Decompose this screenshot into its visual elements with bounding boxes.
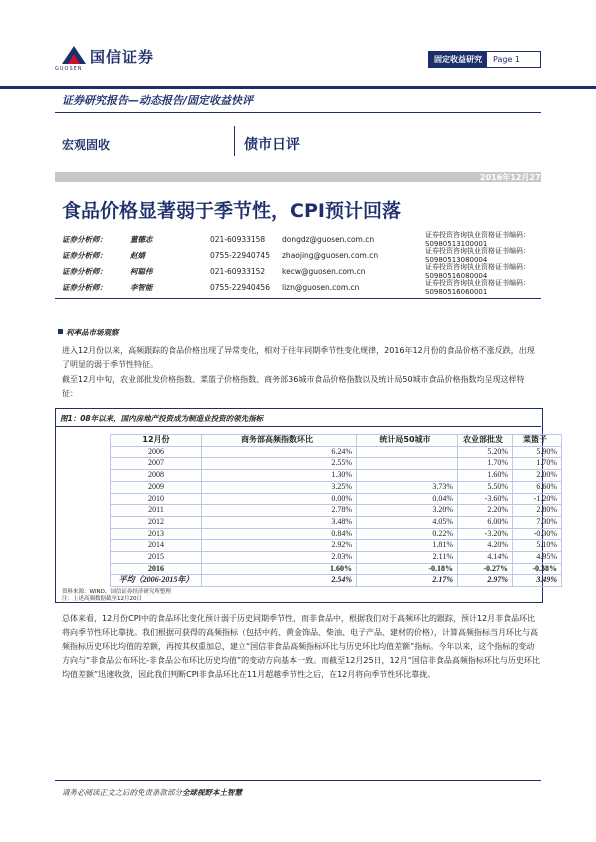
table-cell: 2014: [111, 540, 202, 552]
table-cell: 2.20%: [458, 505, 513, 517]
analyst-email[interactable]: kecw@guosen.com.cn: [282, 266, 366, 276]
table-cell: 2009: [111, 481, 202, 493]
table-cell: 5.10%: [513, 540, 562, 552]
table-cell: 4.20%: [458, 540, 513, 552]
table-cell: 2008: [111, 470, 202, 482]
analyst-cert: 证券投资咨询执业资格证书编码：S0980513100001: [425, 231, 530, 248]
table-cell: -3.20%: [458, 528, 513, 540]
table-cell: 0.22%: [357, 528, 458, 540]
table-cell: 2007: [111, 458, 202, 470]
footer-slogan: 全球视野本土智慧: [182, 788, 242, 797]
table-cell: 2.11%: [357, 552, 458, 564]
analyst-row: [62, 232, 585, 246]
analyst-cert: 证券投资咨询执业资格证书编码：S0980516080004: [425, 263, 530, 280]
table-cell: 2.80%: [513, 505, 562, 517]
table-cell: -0.18%: [357, 563, 458, 575]
table-cell: 6.00%: [458, 516, 513, 528]
table-header: 12月份: [111, 435, 202, 447]
table-cell: 3.25%: [202, 481, 357, 493]
figure-title: 图1：08年以来，国内房地产投资成为制造业投资的领先指标: [60, 414, 264, 423]
footer-rule: [55, 780, 541, 781]
analyst-role: 证券分析师：: [62, 250, 107, 260]
table-cell: 2006: [111, 446, 202, 458]
paragraph: 进入12月份以来，高频跟踪的食品价格出现了异常变化，相对于往年同期季节性变化规律，2016年12月份的食品价格不涨反跌，出现了明显的弱于季节性特征。: [62, 346, 535, 369]
table-header-row: [111, 435, 562, 447]
table-header: 统计局50城市: [357, 435, 458, 447]
table-row: [111, 470, 562, 482]
divider: [55, 112, 541, 113]
table-cell: 2015: [111, 552, 202, 564]
table-cell: 1.70%: [458, 458, 513, 470]
table-row: [111, 540, 562, 552]
table-cell: [357, 446, 458, 458]
figure-note: 注：上述高频数据截至12月20日: [62, 596, 142, 602]
table-header: 商务部高频指数环比: [202, 435, 357, 447]
table-cell: 1.70%: [513, 458, 562, 470]
divider-vertical: [234, 126, 235, 156]
table-row: [111, 481, 562, 493]
analyst-role: 证券分析师：: [62, 234, 107, 244]
table-cell: 2016: [111, 563, 202, 575]
page-indicator: [428, 51, 541, 68]
table-cell: 平均（2006-2015年）: [111, 575, 202, 587]
analyst-name: 董德志: [130, 234, 153, 244]
analyst-phone: 021-60933158: [210, 234, 266, 244]
analyst-row: [62, 264, 585, 278]
table-header: 菜篮子: [513, 435, 562, 447]
analyst-phone: 0755-22940456: [210, 282, 270, 292]
analyst-name: 赵婧: [130, 250, 145, 260]
analyst-email[interactable]: lizn@guosen.com.cn: [282, 282, 360, 292]
data-table: [110, 434, 562, 587]
table-row: [111, 516, 562, 528]
table-header: 农业部批发: [458, 435, 513, 447]
page-number: Page 1: [493, 55, 520, 64]
table-row: [111, 458, 562, 470]
table-cell: 3.20%: [357, 505, 458, 517]
table-cell: 1.81%: [357, 540, 458, 552]
category-left: 宏观固收: [62, 138, 111, 152]
table-row: [111, 493, 562, 505]
logo-text: 国信证券: [90, 48, 155, 66]
table-cell: -0.38%: [513, 563, 562, 575]
table-row: [111, 575, 562, 587]
analyst-email[interactable]: zhaojing@guosen.com.cn: [282, 250, 379, 260]
report-date: 2016年12月27日: [480, 173, 549, 182]
table-cell: 3.73%: [357, 481, 458, 493]
analyst-email[interactable]: dongdz@guosen.com.cn: [282, 234, 375, 244]
table-cell: 5.20%: [458, 446, 513, 458]
figure-divider: [55, 426, 541, 427]
table-cell: 3.49%: [513, 575, 562, 587]
analyst-row: [62, 248, 585, 262]
analyst-name: 柯聪伟: [130, 266, 153, 276]
analyst-role: 证券分析师：: [62, 266, 107, 276]
table-cell: 1.60%: [202, 563, 357, 575]
logo-subtext: GUOSEN: [55, 66, 83, 72]
analyst-phone: 021-60933152: [210, 266, 266, 276]
analyst-name: 李智能: [130, 282, 153, 292]
report-type: 证券研究报告—动态报告/固定收益快评: [62, 94, 254, 107]
paragraph: 截至12月中旬，农业部批发价格指数、菜篮子价格指数、商务部36城市食品价格指数以及统计局50城市食品价格指数均呈现这样特征：: [62, 375, 525, 398]
table-cell: 4.05%: [357, 516, 458, 528]
bullet-square-icon: [58, 329, 63, 334]
table-cell: -1.20%: [513, 493, 562, 505]
table-cell: 5.50%: [458, 481, 513, 493]
analyst-cert: 证券投资咨询执业资格证书编码：S0980516060001: [425, 279, 530, 296]
section-heading: 利率品市场观察: [66, 328, 119, 337]
footer: [62, 787, 242, 798]
header-rule: [0, 86, 596, 89]
table-cell: 2.17%: [357, 575, 458, 587]
category-right: 债市日评: [244, 137, 300, 153]
table-cell: 2012: [111, 516, 202, 528]
analyst-phone: 0755-22940745: [210, 250, 270, 260]
table-cell: 4.14%: [458, 552, 513, 564]
table-cell: 1.30%: [202, 470, 357, 482]
table-cell: -3.60%: [458, 493, 513, 505]
table-row: [111, 552, 562, 564]
table-cell: -0.27%: [458, 563, 513, 575]
table-cell: 0.84%: [202, 528, 357, 540]
table-cell: 2.00%: [513, 470, 562, 482]
paragraph: 总体来看，12月份CPI中的食品环比变化预计弱于历史同期季节性，而非食品中，根据我们对于高频环比的跟踪，预计12月非食品环比将向季节性环比靠拢。我们根据可获得的高频指标（包括中药、黄金饰品、柴油、电子产品、建材的价格），计算高频指标当月环比与高频指标历史环比均值的差额，再按其权重加总，建立“国信非食品高频指标环比与历史环比均值差额”指标。今年以来，这个指标的变动方向与“非食品公布环比-非食品公布环比历史均值”的变动方向基本一致。而截至12月25日，12月“国信非食品高频指标环比与历史环比均值差额”迅速收敛，因此我们判断CPI非食品环比在11月超越季节性之后，在12月将向季节性环比靠拢。: [62, 614, 540, 679]
divider: [55, 298, 541, 299]
table-row: [111, 505, 562, 517]
footer-text: 请务必阅读正文之后的免责条款部分: [62, 788, 182, 797]
table-cell: 7.30%: [513, 516, 562, 528]
table-cell: 2.03%: [202, 552, 357, 564]
table-row: [111, 446, 562, 458]
table-cell: 5.90%: [513, 446, 562, 458]
table-cell: 3.48%: [202, 516, 357, 528]
analyst-cert: 证券投资咨询执业资格证书编码：S0980513080004: [425, 247, 530, 264]
page-title: 食品价格显著弱于季节性，CPI预计回落: [62, 200, 401, 222]
table-cell: [357, 458, 458, 470]
table-cell: 0.00%: [202, 493, 357, 505]
analyst-row: [62, 280, 585, 294]
table-cell: 2.54%: [202, 575, 357, 587]
table-cell: 2013: [111, 528, 202, 540]
table-cell: 6.24%: [202, 446, 357, 458]
date-bar: [55, 172, 541, 182]
section-label: 固定收益研究: [429, 52, 487, 67]
figure-source: 资料来源：WIND、国信证券经济研究所整理: [62, 589, 171, 595]
table-cell: 2011: [111, 505, 202, 517]
table-cell: 6.60%: [513, 481, 562, 493]
table-cell: 1.60%: [458, 470, 513, 482]
table-cell: 2.78%: [202, 505, 357, 517]
table-cell: 4.95%: [513, 552, 562, 564]
analyst-role: 证券分析师：: [62, 282, 107, 292]
table-row: [111, 528, 562, 540]
guosen-logo-icon: [60, 44, 88, 66]
table-cell: -0.30%: [513, 528, 562, 540]
table-cell: 2010: [111, 493, 202, 505]
table-cell: 2.92%: [202, 540, 357, 552]
table-cell: 0.04%: [357, 493, 458, 505]
table-row: [111, 563, 562, 575]
table-cell: [357, 470, 458, 482]
table-cell: 2.55%: [202, 458, 357, 470]
table-cell: 2.97%: [458, 575, 513, 587]
